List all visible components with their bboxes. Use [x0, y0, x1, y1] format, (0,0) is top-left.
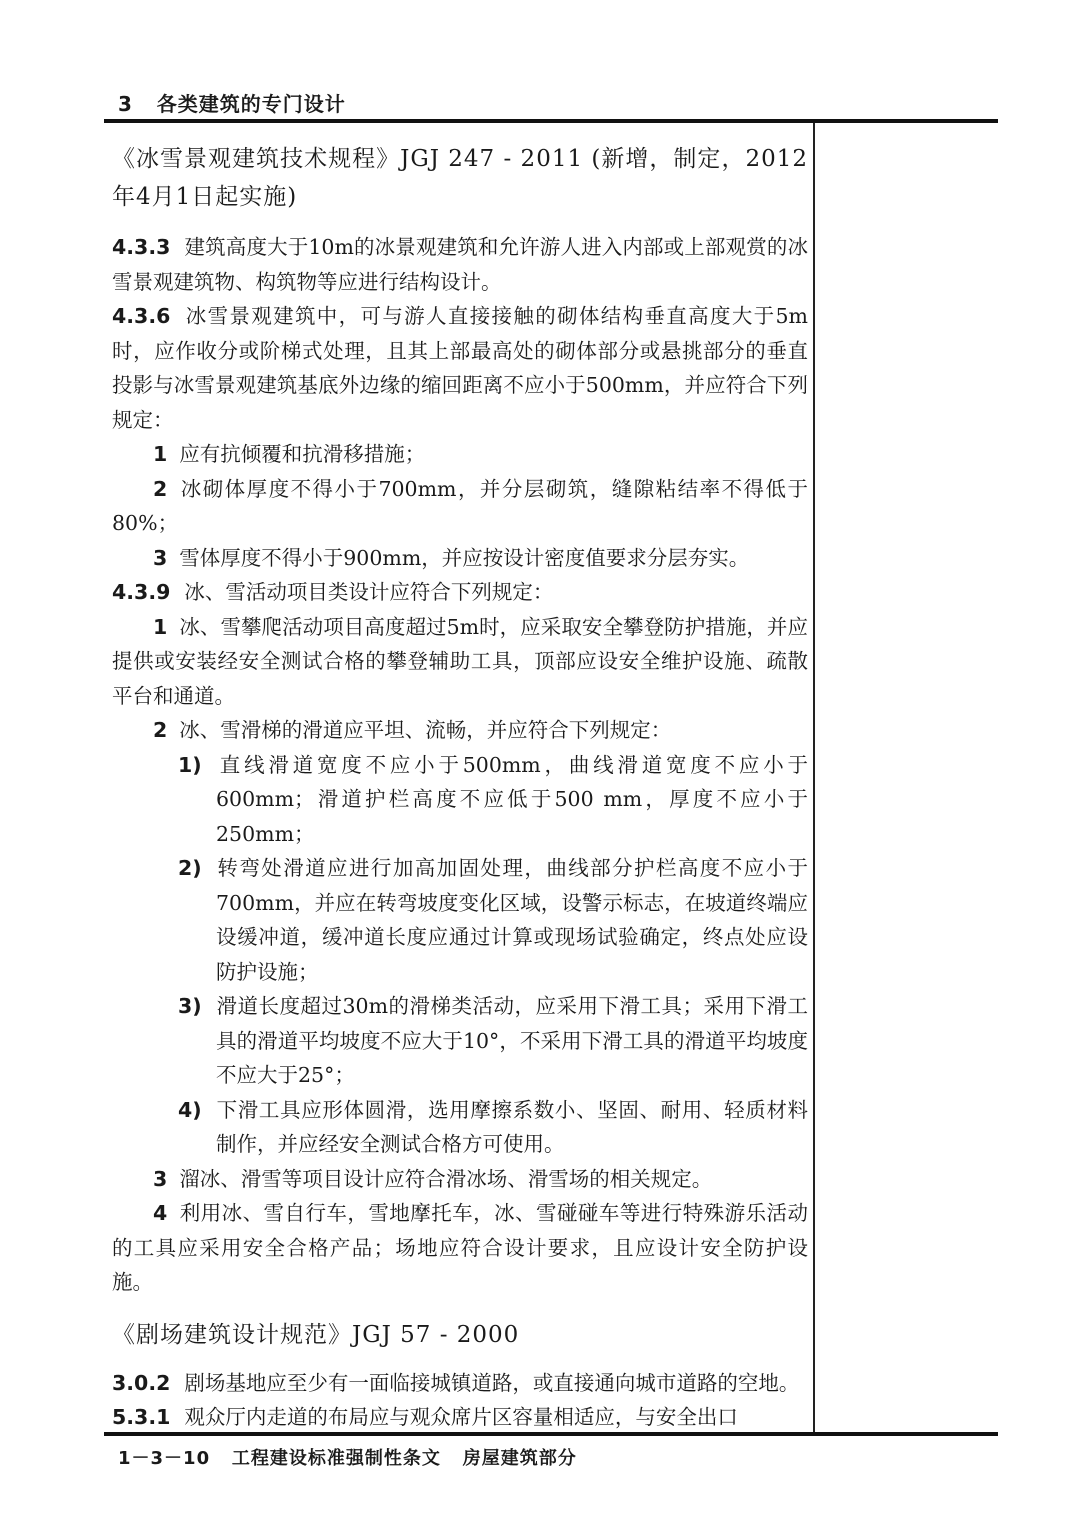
clause-text: 建筑高度大于10m的冰景观建筑和允许游人进入内部或上部观赏的冰雪景观建筑物、构筑物等应进行结构设计。: [112, 235, 808, 294]
item-number: 1: [153, 442, 168, 466]
clause-text: 冰、雪活动项目类设计应符合下列规定：: [184, 580, 554, 604]
item-text: 雪体厚度不得小于900mm，并应按设计密度值要求分层夯实。: [179, 545, 750, 570]
clause: [112, 1366, 808, 1401]
sub-item-number: 4): [178, 1097, 202, 1122]
sub-item-text: 直线滑道宽度不应小于500mm，曲线滑道宽度不应小于600mm；滑道护栏高度不应低于500 mm，厚度不应小于250mm；: [216, 752, 808, 846]
sub-item: [112, 1093, 808, 1162]
clause: [112, 1400, 808, 1435]
clause-text: 剧场基地应至少有一面临接城镇道路，或直接通向城市道路的空地。: [184, 1370, 800, 1395]
sub-item-number: 2): [178, 856, 202, 880]
item-number: 4: [153, 1201, 168, 1225]
item-number: 2: [153, 476, 168, 501]
list-item: [112, 713, 808, 748]
sub-item-text: 下滑工具应形体圆滑，选用摩擦系数小、坚固、耐用、轻质材料制作，并应经安全测试合格方可使用。: [216, 1097, 808, 1156]
sub-item-text: 转弯处滑道应进行加高加固处理，曲线部分护栏高度不应小于700mm，并应在转弯坡度变化区域，设警示标志，在坡道终端应设缓冲道，缓冲道长度应通过计算或现场试验确定，终点处应设防护设施；: [216, 856, 808, 984]
sub-item: [112, 748, 808, 852]
list-item: [112, 472, 808, 541]
page-header-title: 3 各类建筑的专门设计: [118, 92, 346, 116]
sub-item: [112, 989, 808, 1093]
header-rule: [104, 119, 998, 123]
list-item: [112, 1196, 808, 1300]
sub-item-number: 1): [178, 752, 202, 777]
clause-number: 4.3.6: [112, 304, 171, 328]
clause-number: 4.3.3: [112, 235, 171, 259]
item-number: 3: [153, 545, 168, 570]
standard-title: 《冰雪景观建筑技术规程》JGJ 247 - 2011 (新增，制定，2012年4月1日起实施): [112, 146, 808, 210]
clause-number: 5.3.1: [112, 1405, 171, 1429]
item-number: 1: [153, 614, 168, 639]
list-item: [112, 541, 808, 576]
clause-text: 冰雪景观建筑中，可与游人直接接触的砌体结构垂直高度大于5m时，应作收分或阶梯式处理，且其上部最高处的砌体部分或悬挑部分的垂直投影与冰雪景观建筑基底外边缘的缩回距离不应小于500mm，并应符合下列规定：: [112, 304, 808, 432]
page-footer: 1－3－10 工程建设标准强制性条文 房屋建筑部分: [118, 1448, 577, 1469]
clause-text: 观众厅内走道的布局应与观众席片区容量相适应，与安全出口: [184, 1405, 738, 1429]
sub-item-number: 3): [178, 994, 202, 1018]
clause: [112, 230, 808, 299]
clause-number: 4.3.9: [112, 580, 171, 604]
clause: [112, 299, 808, 437]
clause: [112, 575, 808, 610]
item-text: 冰、雪滑梯的滑道应平坦、流畅，并应符合下列规定：: [179, 718, 672, 742]
item-text: 应有抗倾覆和抗滑移措施；: [179, 442, 426, 466]
sub-item: [112, 851, 808, 989]
footer-rule: [104, 1432, 998, 1436]
page-body: [112, 140, 808, 1435]
list-item: [112, 1162, 808, 1197]
list-item: [112, 610, 808, 714]
list-item: [112, 437, 808, 472]
item-text: 利用冰、雪自行车，雪地摩托车，冰、雪碰碰车等进行特殊游乐活动的工具应采用安全合格产品；场地应符合设计要求，且应设计安全防护设施。: [112, 1201, 808, 1294]
item-text: 溜冰、滑雪等项目设计应符合滑冰场、滑雪场的相关规定。: [179, 1166, 713, 1191]
item-number: 2: [153, 718, 168, 742]
item-number: 3: [153, 1166, 168, 1191]
sub-item-text: 滑道长度超过30m的滑梯类活动，应采用下滑工具；采用下滑工具的滑道平均坡度不应大于10°，不采用下滑工具的滑道平均坡度不应大于25°；: [216, 994, 808, 1087]
margin-rule: [813, 123, 815, 1432]
clause-number: 3.0.2: [112, 1370, 171, 1395]
standard-title: 《剧场建筑设计规范》JGJ 57 - 2000: [112, 1321, 520, 1348]
item-text: 冰、雪攀爬活动项目高度超过5m时，应采取安全攀登防护措施，并应提供或安装经安全测试合格的攀登辅助工具，顶部应设安全维护设施、疏散平台和通道。: [112, 614, 808, 708]
item-text: 冰砌体厚度不得小于700mm，并分层砌筑，缝隙粘结率不得低于80%；: [112, 476, 808, 535]
